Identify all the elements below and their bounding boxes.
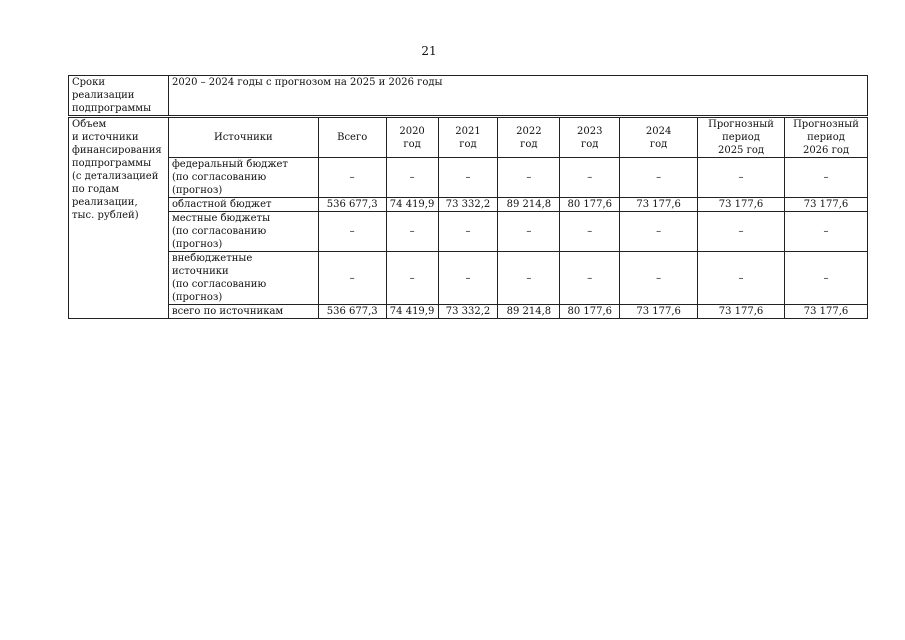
value-cell: –	[438, 158, 498, 198]
column-header: Прогнозный период 2025 год	[698, 118, 785, 158]
value-cell: 80 177,6	[560, 305, 620, 319]
value-cell: –	[620, 252, 698, 305]
value-cell: 73 177,6	[784, 198, 867, 212]
table-row	[69, 158, 868, 198]
column-header: Всего	[318, 118, 386, 158]
value-cell: –	[498, 252, 560, 305]
value-cell: –	[698, 252, 785, 305]
value-cell: –	[784, 252, 867, 305]
page-number: 21	[421, 44, 437, 58]
period-row	[69, 76, 868, 116]
value-cell: 73 332,2	[438, 198, 498, 212]
value-cell: –	[784, 212, 867, 252]
value-cell: 89 214,8	[498, 305, 560, 319]
value-cell: 73 177,6	[620, 198, 698, 212]
table-row	[69, 198, 868, 212]
source-name: внебюджетные источники (по согласованию (прогноз)	[168, 252, 318, 305]
table-row	[69, 212, 868, 252]
column-header: 2023 год	[560, 118, 620, 158]
source-name: местные бюджеты (по согласованию (прогноз)	[168, 212, 318, 252]
value-cell: 73 177,6	[784, 305, 867, 319]
value-cell: 89 214,8	[498, 198, 560, 212]
value-cell: –	[318, 212, 386, 252]
value-cell: –	[560, 212, 620, 252]
financing-header-row	[69, 118, 868, 158]
column-header: Прогнозный период 2026 год	[784, 118, 867, 158]
column-header: Источники	[168, 118, 318, 158]
column-header: 2024 год	[620, 118, 698, 158]
source-name: всего по источникам	[168, 305, 318, 319]
value-cell: –	[386, 158, 438, 198]
value-cell: 73 177,6	[698, 305, 785, 319]
value-cell: 536 677,3	[318, 305, 386, 319]
value-cell: 74 419,9	[386, 198, 438, 212]
value-cell: –	[698, 212, 785, 252]
source-name: федеральный бюджет (по согласованию (прогноз)	[168, 158, 318, 198]
table-row	[69, 252, 868, 305]
period-value: 2020 – 2024 годы с прогнозом на 2025 и 2026 годы	[169, 76, 868, 116]
value-cell: 73 177,6	[620, 305, 698, 319]
value-cell: –	[698, 158, 785, 198]
value-cell: –	[784, 158, 867, 198]
value-cell: –	[386, 252, 438, 305]
column-header: 2020 год	[386, 118, 438, 158]
value-cell: 536 677,3	[318, 198, 386, 212]
value-cell: –	[318, 252, 386, 305]
value-cell: –	[438, 212, 498, 252]
table-row	[69, 305, 868, 319]
value-cell: –	[318, 158, 386, 198]
period-table	[68, 75, 868, 116]
value-cell: –	[498, 158, 560, 198]
source-name: областной бюджет	[168, 198, 318, 212]
value-cell: –	[498, 212, 560, 252]
financing-label: Объем и источники финансирования подпрограммы (с детализацией по годам реализации, тыс. рублей)	[69, 118, 169, 319]
value-cell: –	[620, 212, 698, 252]
column-header: 2021 год	[438, 118, 498, 158]
value-cell: –	[620, 158, 698, 198]
column-header: 2022 год	[498, 118, 560, 158]
value-cell: –	[560, 252, 620, 305]
value-cell: –	[438, 252, 498, 305]
value-cell: 74 419,9	[386, 305, 438, 319]
financing-table	[68, 117, 868, 319]
value-cell: 80 177,6	[560, 198, 620, 212]
value-cell: 73 332,2	[438, 305, 498, 319]
value-cell: 73 177,6	[698, 198, 785, 212]
period-label: Сроки реализации подпрограммы	[69, 76, 169, 116]
value-cell: –	[386, 212, 438, 252]
value-cell: –	[560, 158, 620, 198]
